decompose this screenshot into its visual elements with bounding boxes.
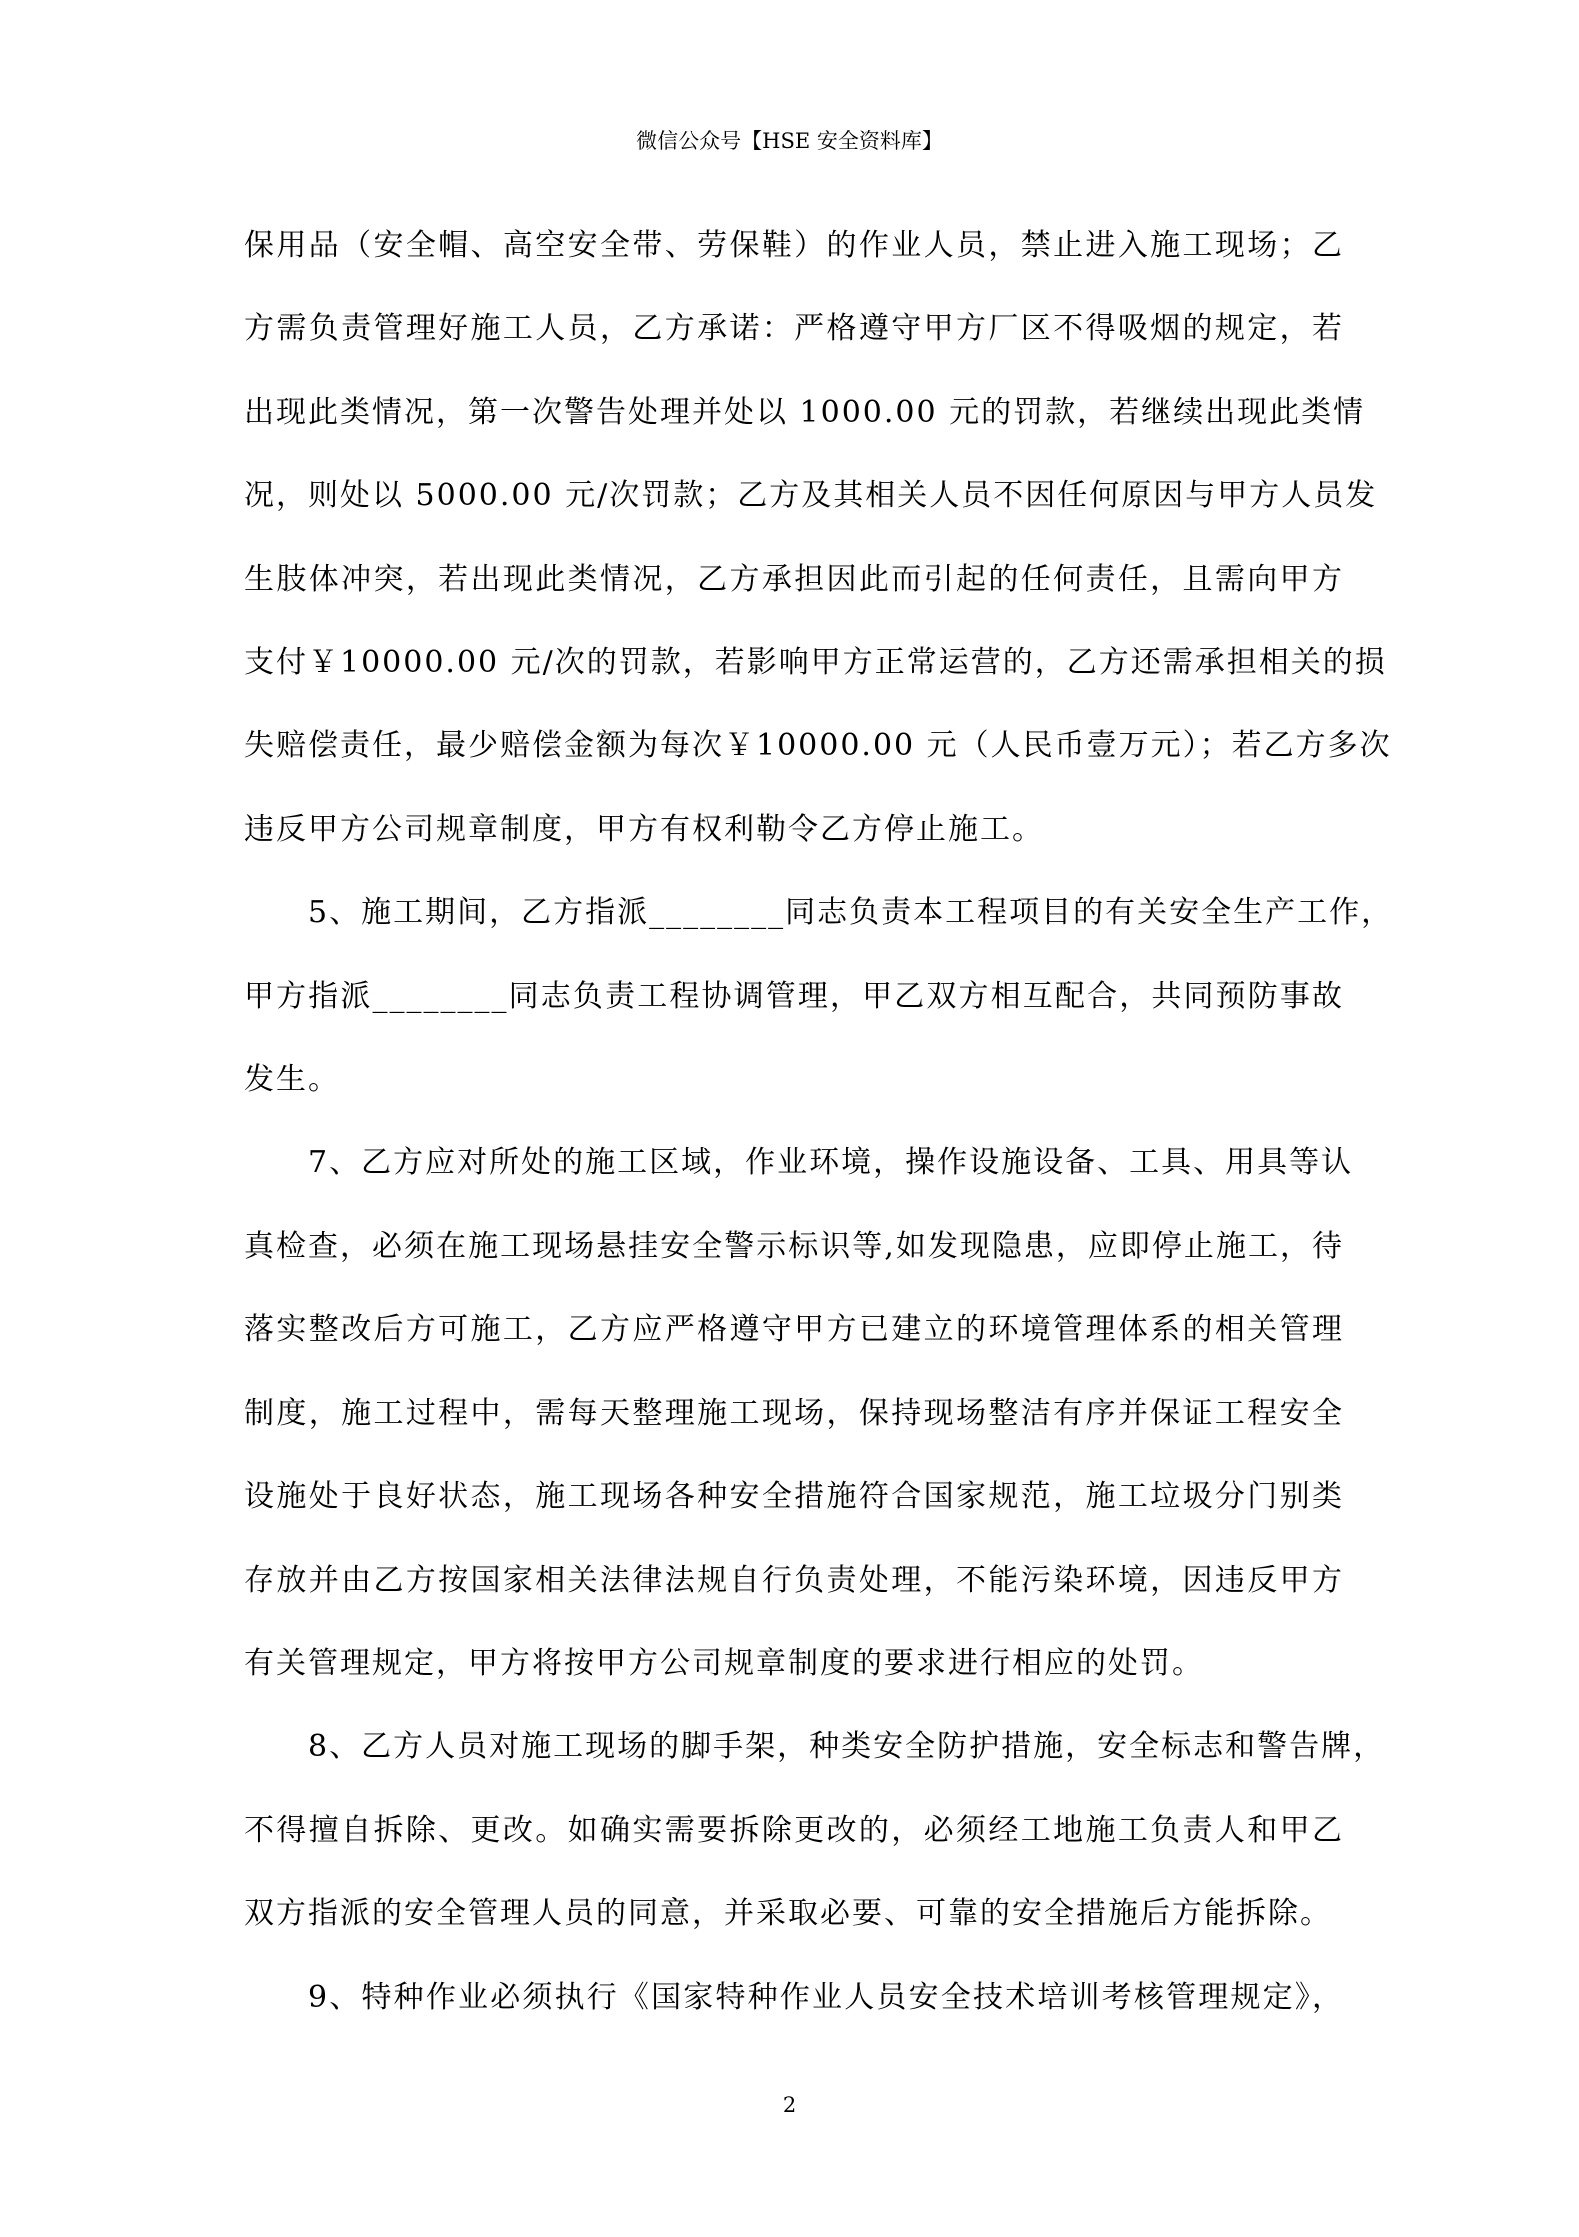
text-line: 5、施工期间，乙方指派________同志负责本工程项目的有关安全生产工作， xyxy=(308,895,1394,931)
text-line: 违反甲方公司规章制度，甲方有权利勒令乙方停止施工。 xyxy=(244,811,1044,847)
text-line: 出现此类情况，第一次警告处理并处以 1000.00 元的罚款，若继续出现此类情 xyxy=(244,394,1366,430)
text-line: 制度，施工过程中，需每天整理施工现场，保持现场整洁有序并保证工程安全 xyxy=(244,1395,1344,1431)
page-header: 微信公众号【HSE 安全资料库】 xyxy=(636,129,943,153)
text-line: 不得擅自拆除、更改。如确实需要拆除更改的，必须经工地施工负责人和甲乙 xyxy=(244,1812,1344,1848)
paragraph-item-8 xyxy=(244,1705,1386,1955)
text-line: 失赔偿责任，最少赔偿金额为每次￥10000.00 元（人民币壹万元）；若乙方多次 xyxy=(244,728,1392,764)
text-line: 况，则处以 5000.00 元/次罚款；乙方及其相关人员不因任何原因与甲方人员发 xyxy=(244,478,1378,514)
text-line: 方需负责管理好施工人员，乙方承诺：严格遵守甲方厂区不得吸烟的规定，若 xyxy=(244,311,1344,347)
text-line: 甲方指派________同志负责工程协调管理，甲乙双方相互配合，共同预防事故 xyxy=(244,978,1344,1014)
page-number: 2 xyxy=(782,2093,797,2117)
text-line: 落实整改后方可施工，乙方应严格遵守甲方已建立的环境管理体系的相关管理 xyxy=(244,1312,1344,1348)
text-line: 生肢体冲突，若出现此类情况，乙方承担因此而引起的任何责任，且需向甲方 xyxy=(244,561,1344,597)
text-line: 存放并由乙方按国家相关法律法规自行负责处理，不能污染环境，因违反甲方 xyxy=(244,1562,1344,1598)
text-line: 有关管理规定，甲方将按甲方公司规章制度的要求进行相应的处罚。 xyxy=(244,1645,1204,1681)
text-line: 设施处于良好状态，施工现场各种安全措施符合国家规范，施工垃圾分门别类 xyxy=(244,1479,1344,1515)
text-line: 双方指派的安全管理人员的同意，并采取必要、可靠的安全措施后方能拆除。 xyxy=(244,1896,1332,1932)
text-line: 发生。 xyxy=(244,1062,340,1098)
paragraph-continuation xyxy=(244,204,1392,871)
text-line: 8、乙方人员对施工现场的脚手架，种类安全防护措施，安全标志和警告牌， xyxy=(308,1729,1386,1765)
text-line: 保用品（安全帽、高空安全带、劳保鞋）的作业人员，禁止进入施工现场；乙 xyxy=(244,228,1344,263)
text-line: 支付￥10000.00 元/次的罚款，若影响甲方正常运营的，乙方还需承担相关的损 xyxy=(244,645,1387,681)
paragraph-item-5 xyxy=(244,871,1394,1121)
text-line: 7、乙方应对所处的施工区域，作业环境，操作设施设备、工具、用具等认 xyxy=(308,1145,1354,1181)
text-line: 9、特种作业必须执行《国家特种作业人员安全技术培训考核管理规定》， xyxy=(308,1979,1344,2015)
text-line: 真检查，必须在施工现场悬挂安全警示标识等,如发现隐患，应即停止施工，待 xyxy=(244,1228,1344,1264)
paragraph-item-9 xyxy=(244,1956,1344,2039)
paragraph-item-7 xyxy=(244,1121,1354,1705)
document-body xyxy=(244,204,1394,2039)
